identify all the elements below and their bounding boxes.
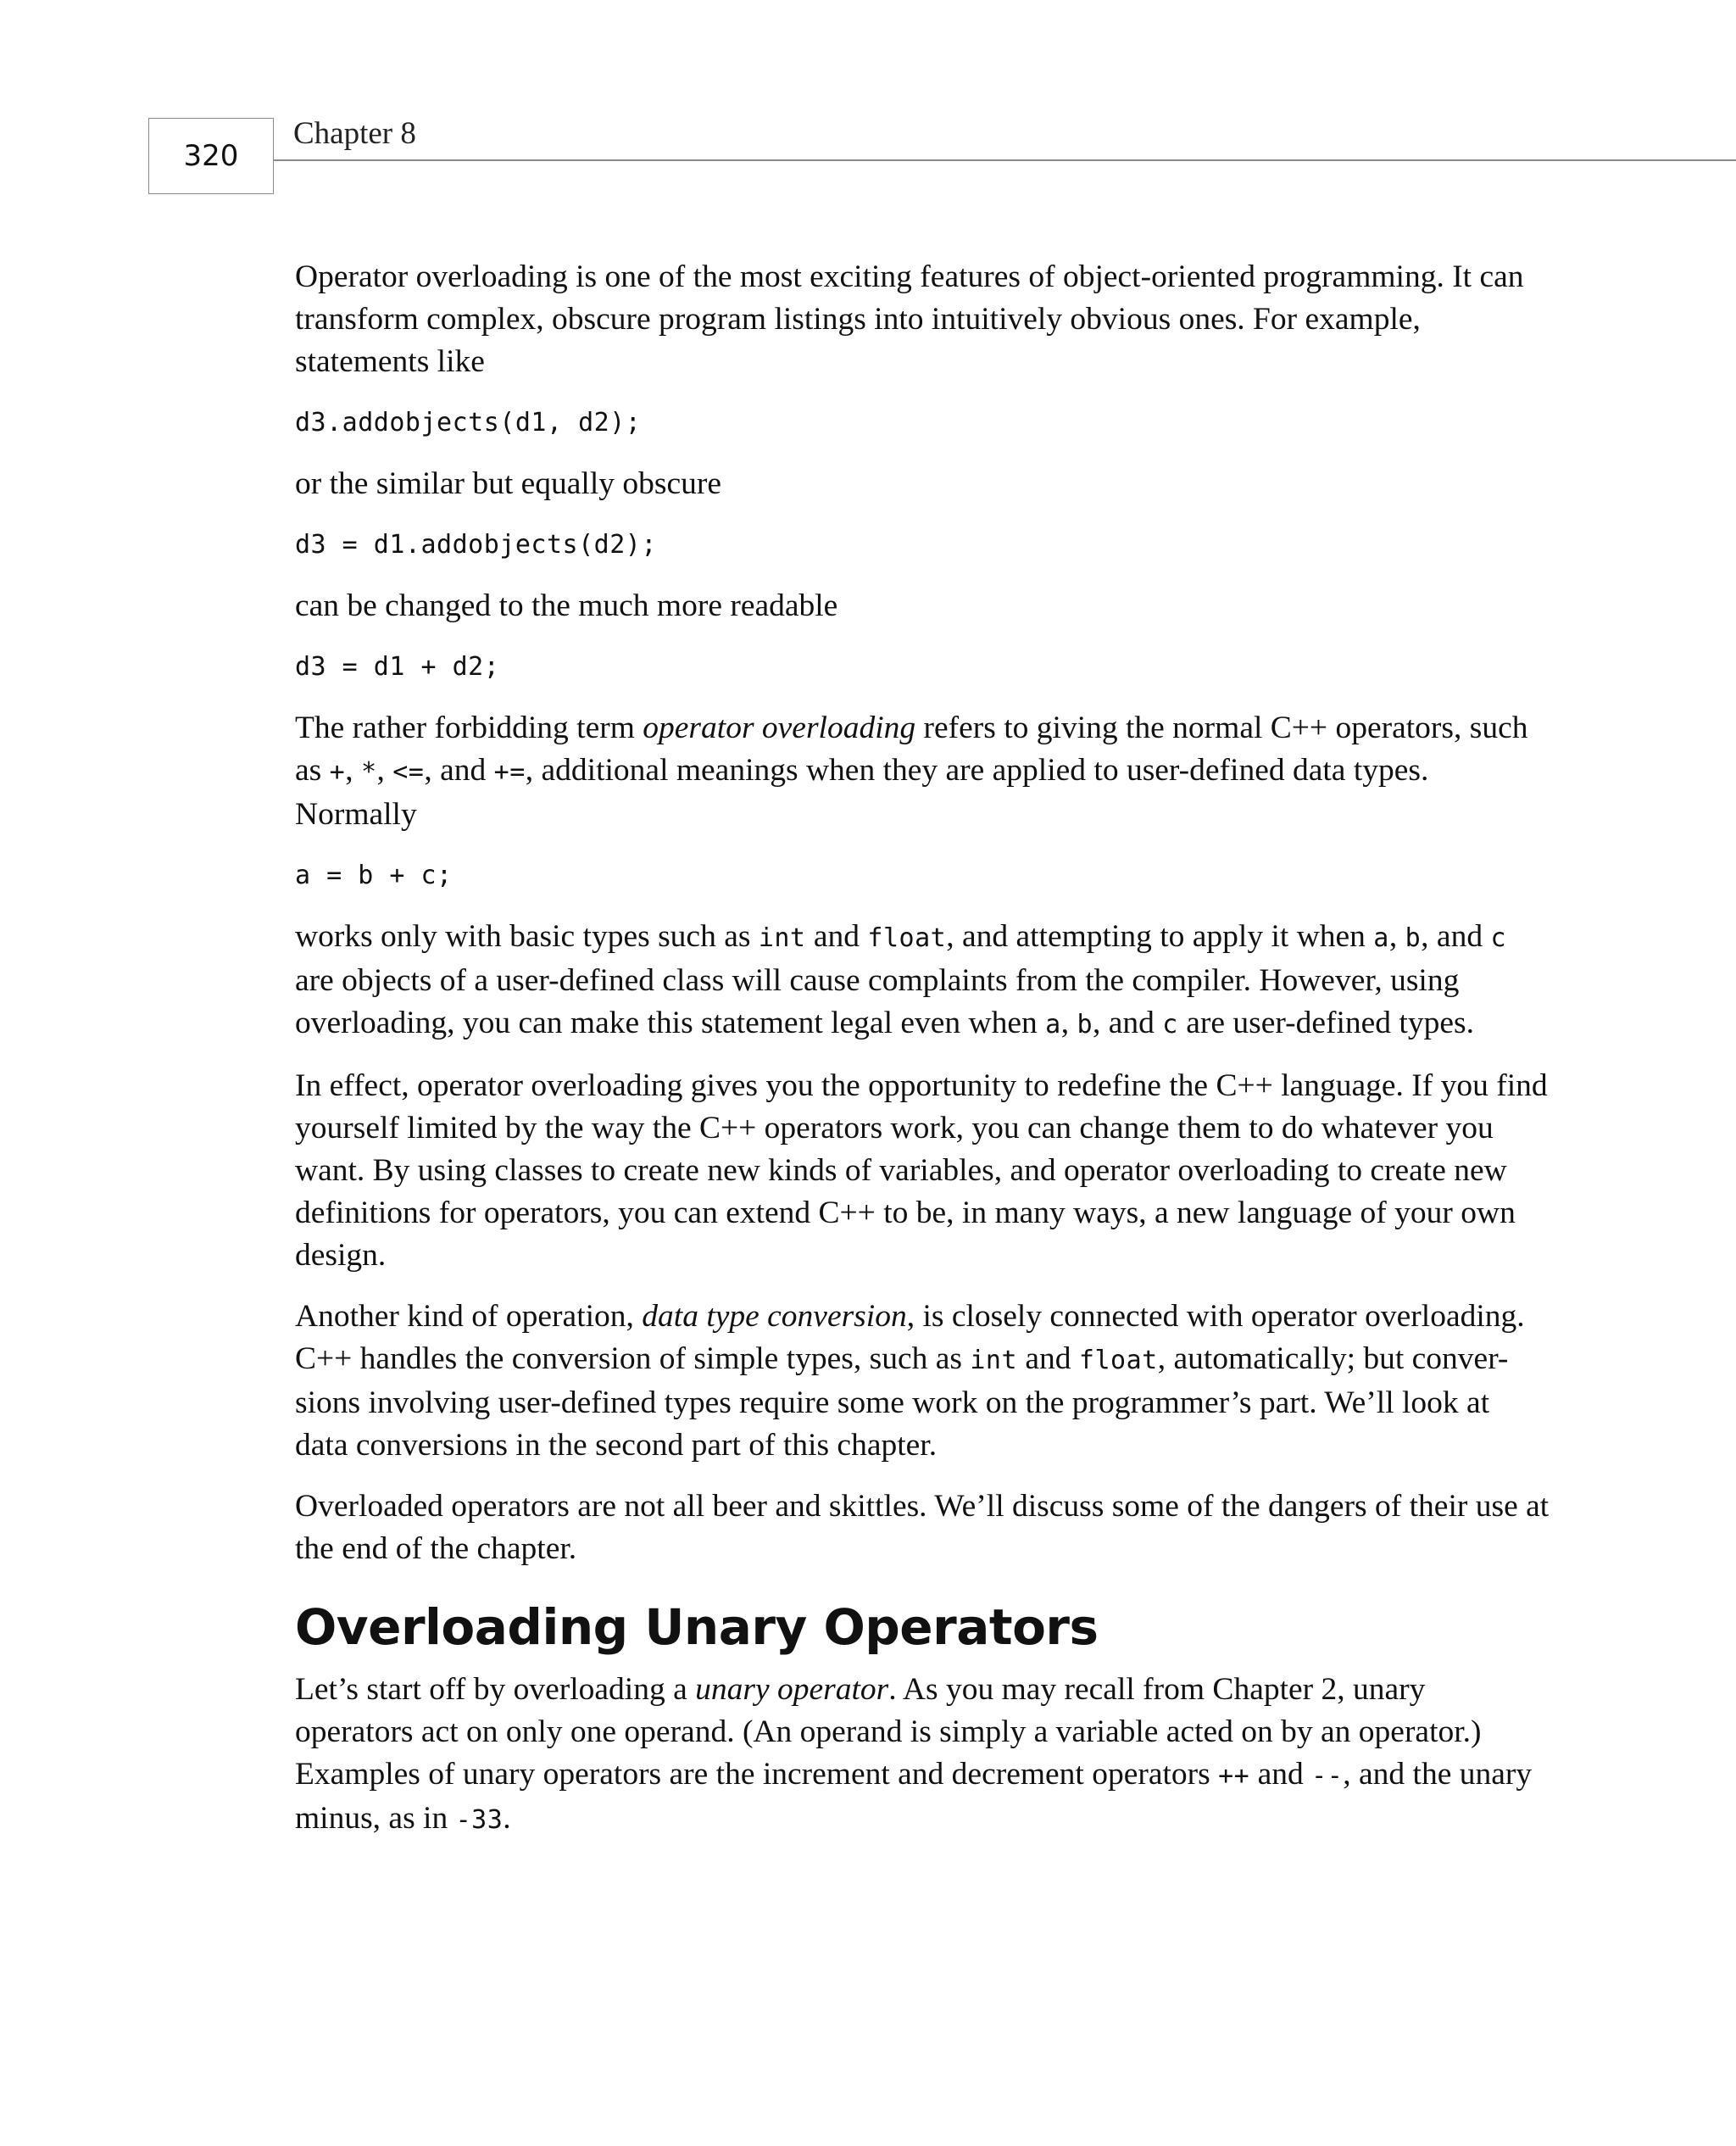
code-a-equals-b-plus-c: a = b + c; bbox=[295, 861, 453, 890]
paragraph-unary-intro: Let’s start off by overloading a unary operator. As you may recall from Chapter 2, unary operators act on only one operand. (An operand is simply a variable acted on by an operator.) Examples of unary operators are the increment and decrement operators ++ and --, and the unary minus, as in -33. bbox=[295, 1672, 1533, 1836]
code-addition: d3 = d1 + d2; bbox=[295, 652, 500, 682]
code-addobjects-2: d3 = d1.addobjects(d2); bbox=[295, 530, 657, 560]
section-heading: Overloading Unary Operators bbox=[295, 1598, 1099, 1656]
term-unary-operator: unary operator bbox=[695, 1672, 889, 1707]
term-data-type-conversion: data type conversion bbox=[642, 1299, 907, 1334]
paragraph-intro: Operator overloading is one of the most exciting features of object-oriented programming. It can transform complex, obscure program listings into intuitively obvious ones. For example, statements like bbox=[295, 259, 1524, 379]
page-number: 320 bbox=[148, 118, 274, 194]
paragraph-definition: The rather forbidding term operator overloading refers to giving the normal C++ operators, such as +, *, <=, and +=, additional meanings when they are applied to user-defined data types. Normally bbox=[295, 711, 1528, 832]
paragraph-redefine-language: In effect, operator overloading gives you the opportunity to redefine the C++ language. If you find yourself limited by the way the C++ operators work, you can change them to do whatever you want. By using classes to create new kinds of variables, and operator overloading to create new definitions for operators, you can extend C++ to be, in many ways, a new language of your own design. bbox=[295, 1068, 1548, 1273]
paragraph-similar: or the similar but equally obscure bbox=[295, 466, 721, 501]
page-body bbox=[295, 256, 1550, 1860]
header-rule bbox=[274, 159, 1736, 161]
paragraph-type-conversion: Another kind of operation, data type conversion, is closely connected with operator overloading. C++ handles the conversion of simple types, such as int and float, automatically; but conver-sions involving user-defined types require some work on the programmer’s part. We’ll look at data conversions in the second part of this chapter. bbox=[295, 1299, 1525, 1463]
code-addobjects-1: d3.addobjects(d1, d2); bbox=[295, 408, 642, 438]
term-operator-overloading: operator overloading bbox=[643, 711, 916, 745]
paragraph-readable: can be changed to the much more readable bbox=[295, 588, 838, 623]
paragraph-basic-types: works only with basic types such as int and float, and attempting to apply it when a, b, and c are objects of a user-defined class will cause complaints from the compiler. However, using overloading, you can make this statement legal even when a, b, and c are user-defined types. bbox=[295, 919, 1507, 1040]
paragraph-dangers: Overloaded operators are not all beer and skittles. We’ll discuss some of the dangers of their use at the end of the chapter. bbox=[295, 1489, 1550, 1566]
chapter-label: Chapter 8 bbox=[293, 116, 416, 151]
